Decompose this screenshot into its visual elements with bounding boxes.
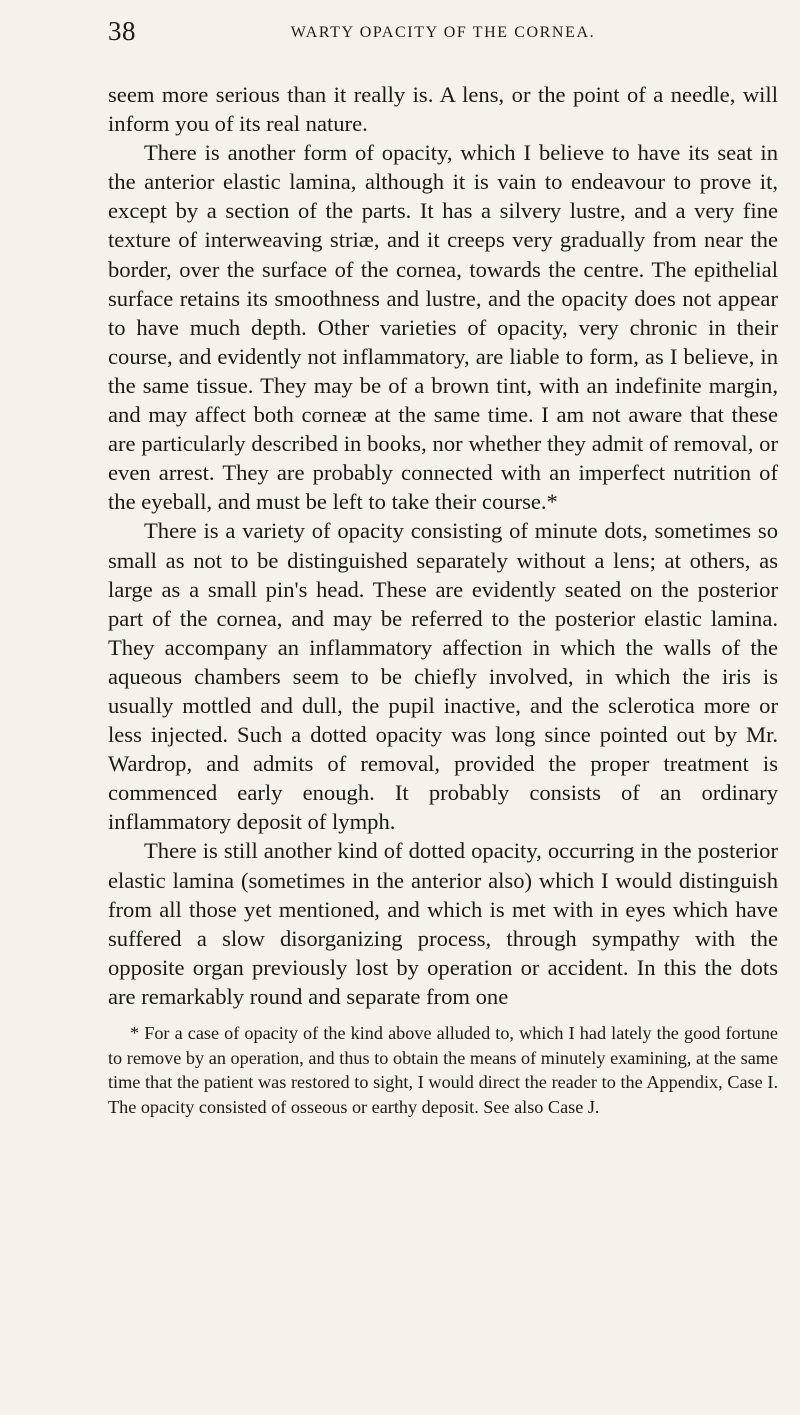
body-text: [108, 80, 778, 1011]
paragraph-silvery-opacity: There is another form of opacity, which I believe to have its seat in the anterior elastic lamina, although it is vain to endeavour to prove it, except by a section of the parts. It has a silvery lustre, and a very fine texture of interweaving striæ, and it creeps very gradually from near the border, over the surface of the cornea, towards the centre. The epithelial surface retains its smoothness and lustre, and the opacity does not appear to have much depth. Other varieties of opacity, very chronic in their course, and evidently not inflammatory, are liable to form, as I believe, in the same tissue. They may be of a brown tint, with an indefinite margin, and may affect both corneæ at the same time. I am not aware that these are particularly described in books, nor whether they admit of removal, or even arrest. They are probably connected with an imperfect nutrition of the eyeball, and must be left to take their course.*: [108, 140, 778, 515]
paragraph-minute-dots: There is a variety of opacity consisting of minute dots, sometimes so small as not to be distinguished separately without a lens; at others, as large as a small pin's head. These are evidently seated on the posterior part of the cornea, and may be referred to the posterior elastic lamina. They accompany an inflammatory affection in which the walls of the aqueous chambers seem to be chiefly involved, in which the iris is usually mottled and dull, the pupil inactive, and the sclerotica more or less injected. Such a dotted opacity was long since pointed out by Mr. Wardrop, and admits of removal, provided the proper treatment is commenced early enough. It probably consists of an ordinary inflammatory deposit of lymph.: [108, 518, 778, 835]
page-header: [108, 0, 778, 52]
page-number: 38: [108, 16, 136, 46]
paragraph-continued: seem more serious than it really is. A lens, or the point of a needle, will inform you of its real nature.: [108, 82, 778, 137]
running-title: WARTY OPACITY OF THE CORNEA.: [290, 24, 596, 41]
paragraph-dotted-opacity: There is still another kind of dotted opacity, occurring in the posterior elastic lamina (sometimes in the anterior also) which I would distinguish from all those yet mentioned, and which is met with in eyes which have suffered a slow disorganizing process, through sympathy with the opposite organ previously lost by operation or accident. In this the dots are remarkably round and separate from one: [108, 838, 778, 1009]
footnote: [108, 1021, 778, 1119]
footnote-text: * For a case of opacity of the kind above alluded to, which I had lately the good fortune to remove by an operation, and thus to obtain the means of minutely examining, at the same time that the patient was restored to sight, I would direct the reader to the Appendix, Case I. The opacity consisted of osseous or earthy deposit. See also Case J.: [108, 1023, 778, 1117]
